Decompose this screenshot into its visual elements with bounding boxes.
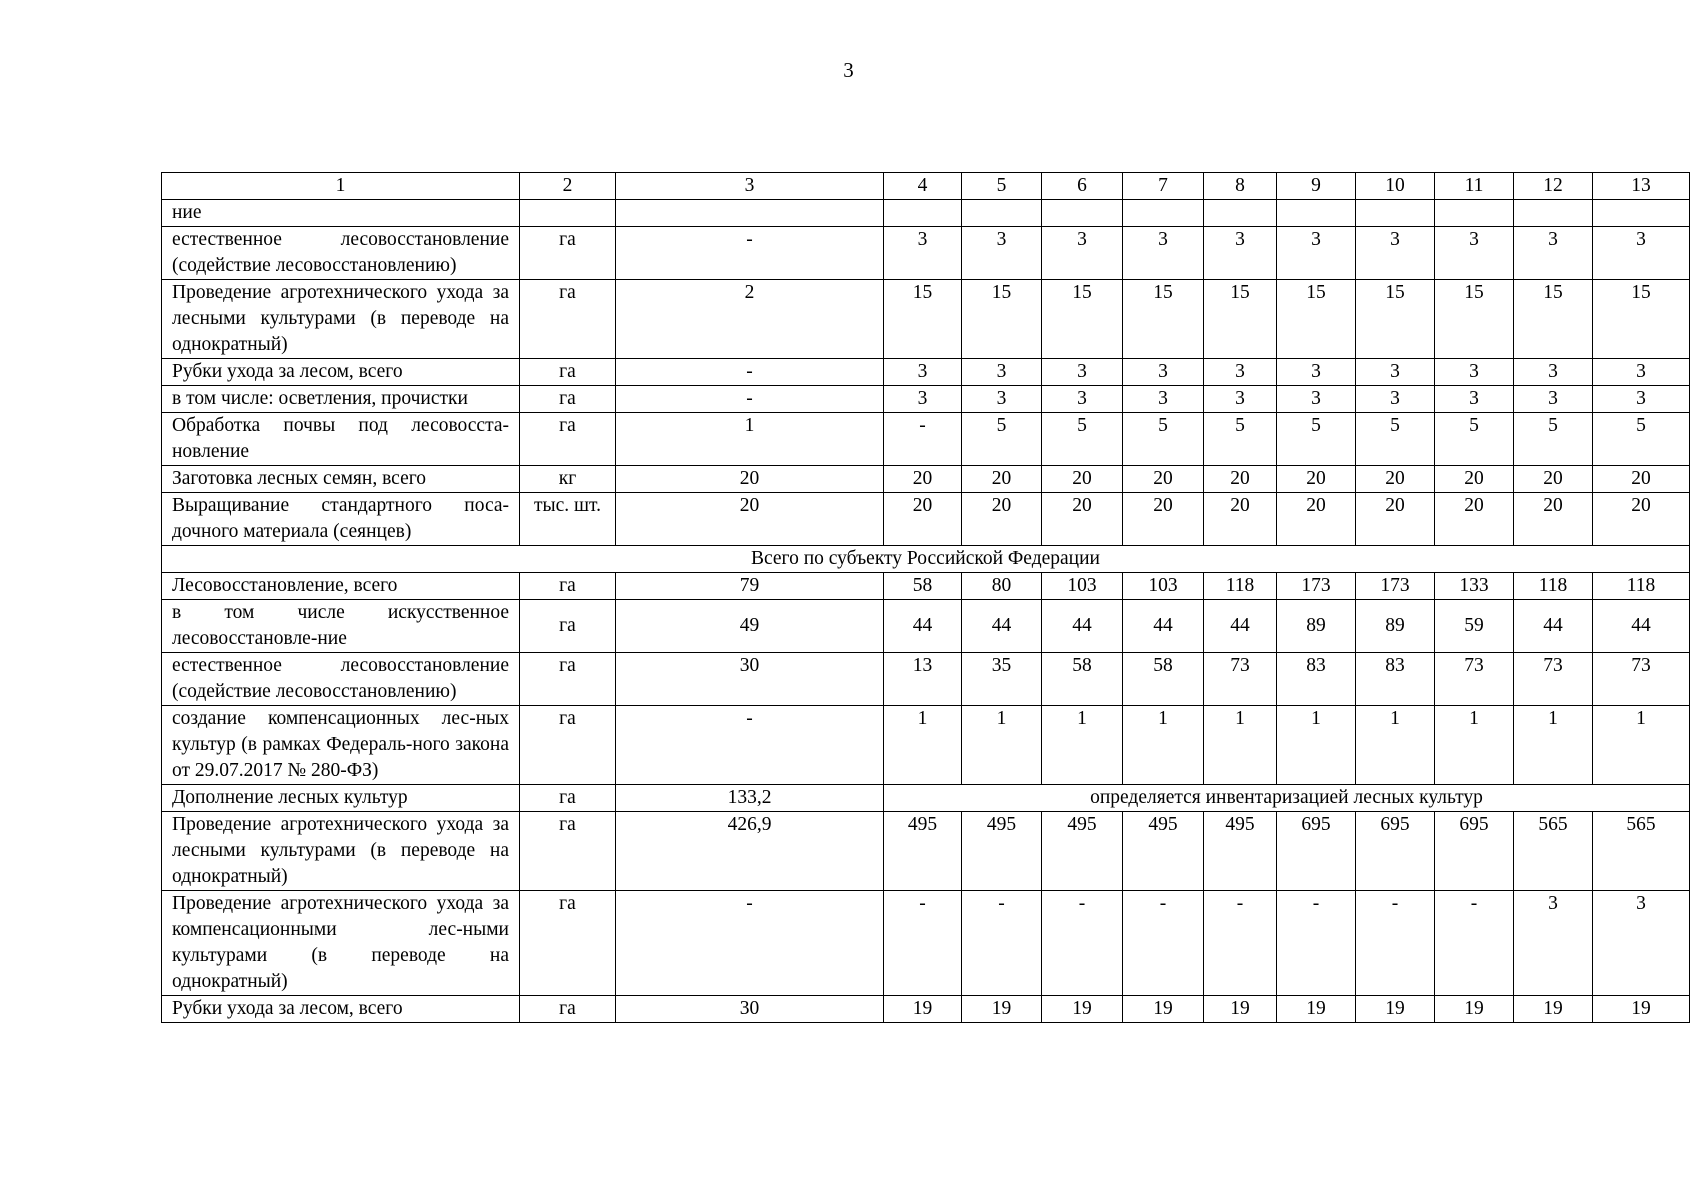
row-year-value: 3 — [884, 359, 962, 386]
row-year-value: 13 — [884, 653, 962, 706]
row-year-value: 3 — [1356, 386, 1435, 413]
row-label: Дополнение лесных культур — [162, 785, 520, 812]
row-year-value: 3 — [1593, 891, 1690, 996]
row-unit: га — [520, 413, 616, 466]
row-year-value: 3 — [1514, 891, 1593, 996]
row-year-value — [1435, 200, 1514, 227]
row-year-value: 565 — [1514, 812, 1593, 891]
header-cell: 1 — [162, 173, 520, 200]
row-year-value: 1 — [1123, 706, 1204, 785]
row-year-value: 5 — [1514, 413, 1593, 466]
row-year-value: 44 — [1514, 600, 1593, 653]
row-year-value: 20 — [1204, 493, 1277, 546]
row-base-value: - — [616, 359, 884, 386]
row-year-value: 44 — [1042, 600, 1123, 653]
row-label: Проведение агротехнического ухода за компенсационными лес-ными культурами (в переводе на однократный) — [162, 891, 520, 996]
row-year-value: 3 — [1042, 386, 1123, 413]
row-year-value: 1 — [1042, 706, 1123, 785]
row-label: Рубки ухода за лесом, всего — [162, 996, 520, 1023]
row-year-value: 19 — [1123, 996, 1204, 1023]
merged-note: определяется инвентаризацией лесных культур — [884, 785, 1690, 812]
row-year-value: - — [884, 891, 962, 996]
row-year-value: 1 — [884, 706, 962, 785]
row-year-value: 20 — [1204, 466, 1277, 493]
row-year-value: 3 — [884, 386, 962, 413]
row-year-value: 20 — [1277, 493, 1356, 546]
row-year-value: - — [1123, 891, 1204, 996]
row-year-value: 695 — [1277, 812, 1356, 891]
row-label: естественное лесовосстановление (содействие лесовосстановлению) — [162, 653, 520, 706]
row-year-value: 3 — [1123, 386, 1204, 413]
row-year-value: 15 — [1514, 280, 1593, 359]
row-unit: га — [520, 386, 616, 413]
table-row — [162, 227, 1690, 280]
row-label: Лесовосстановление, всего — [162, 573, 520, 600]
row-year-value: 15 — [1593, 280, 1690, 359]
table-row — [162, 413, 1690, 466]
row-unit: га — [520, 891, 616, 996]
header-cell: 9 — [1277, 173, 1356, 200]
row-base-value: - — [616, 706, 884, 785]
row-year-value: 44 — [884, 600, 962, 653]
row-base-value: 49 — [616, 600, 884, 653]
row-year-value: 118 — [1593, 573, 1690, 600]
row-year-value: 3 — [1593, 386, 1690, 413]
row-year-value: 15 — [1277, 280, 1356, 359]
row-unit: га — [520, 359, 616, 386]
row-year-value: 58 — [884, 573, 962, 600]
row-year-value — [884, 200, 962, 227]
row-year-value: 89 — [1356, 600, 1435, 653]
row-year-value: 20 — [884, 466, 962, 493]
row-year-value: 20 — [1514, 466, 1593, 493]
row-base-value — [616, 200, 884, 227]
row-year-value: 3 — [1435, 227, 1514, 280]
row-year-value: 1 — [1356, 706, 1435, 785]
forest-restoration-table — [161, 172, 1690, 1023]
row-label: Рубки ухода за лесом, всего — [162, 359, 520, 386]
table-row — [162, 493, 1690, 546]
row-year-value: 1 — [1204, 706, 1277, 785]
row-label: в том числе: осветления, прочистки — [162, 386, 520, 413]
row-year-value: 19 — [962, 996, 1042, 1023]
row-year-value: 20 — [1514, 493, 1593, 546]
row-year-value: 35 — [962, 653, 1042, 706]
row-year-value: 695 — [1435, 812, 1514, 891]
row-year-value: - — [884, 413, 962, 466]
row-year-value: 20 — [962, 466, 1042, 493]
table-row — [162, 466, 1690, 493]
row-year-value: 73 — [1435, 653, 1514, 706]
row-year-value: 5 — [1435, 413, 1514, 466]
row-year-value: 5 — [1277, 413, 1356, 466]
row-base-value: - — [616, 386, 884, 413]
section-row — [162, 546, 1690, 573]
row-year-value — [1356, 200, 1435, 227]
row-year-value: 3 — [1593, 227, 1690, 280]
row-year-value: 1 — [1514, 706, 1593, 785]
row-unit: га — [520, 706, 616, 785]
row-year-value — [1204, 200, 1277, 227]
header-cell: 3 — [616, 173, 884, 200]
row-year-value: 5 — [962, 413, 1042, 466]
row-year-value: 3 — [1435, 359, 1514, 386]
table-row — [162, 706, 1690, 785]
header-cell: 10 — [1356, 173, 1435, 200]
row-label: в том числе искусственное лесовосстановле-ние — [162, 600, 520, 653]
row-year-value: 15 — [1042, 280, 1123, 359]
row-year-value: 5 — [1356, 413, 1435, 466]
header-cell: 2 — [520, 173, 616, 200]
table-body — [162, 173, 1690, 1023]
row-year-value: 3 — [1277, 359, 1356, 386]
row-year-value: 15 — [1123, 280, 1204, 359]
header-cell: 4 — [884, 173, 962, 200]
row-year-value — [1514, 200, 1593, 227]
header-cell: 8 — [1204, 173, 1277, 200]
header-cell: 12 — [1514, 173, 1593, 200]
row-year-value: 1 — [1277, 706, 1356, 785]
row-year-value: 20 — [1435, 466, 1514, 493]
row-year-value: 20 — [1042, 466, 1123, 493]
table-row — [162, 600, 1690, 653]
row-year-value: 1 — [1435, 706, 1514, 785]
row-label: Обработка почвы под лесовосста-новление — [162, 413, 520, 466]
row-year-value: 20 — [1123, 466, 1204, 493]
row-base-value: - — [616, 891, 884, 996]
row-year-value: 20 — [962, 493, 1042, 546]
row-year-value: - — [1277, 891, 1356, 996]
row-year-value: 3 — [884, 227, 962, 280]
row-year-value: 3 — [1356, 227, 1435, 280]
row-year-value: 3 — [1204, 359, 1277, 386]
row-unit: га — [520, 227, 616, 280]
row-year-value: 19 — [1356, 996, 1435, 1023]
row-year-value: 59 — [1435, 600, 1514, 653]
row-base-value: 1 — [616, 413, 884, 466]
row-year-value: 58 — [1042, 653, 1123, 706]
row-label: Проведение агротехнического ухода за лесными культурами (в переводе на однократный) — [162, 812, 520, 891]
table-row — [162, 812, 1690, 891]
row-year-value: 495 — [884, 812, 962, 891]
row-year-value: 44 — [962, 600, 1042, 653]
table-row — [162, 653, 1690, 706]
row-year-value: 15 — [1435, 280, 1514, 359]
row-year-value — [1593, 200, 1690, 227]
section-title: Всего по субъекту Российской Федерации — [162, 546, 1690, 573]
row-year-value: 20 — [1435, 493, 1514, 546]
row-year-value: - — [1356, 891, 1435, 996]
row-year-value: 19 — [1042, 996, 1123, 1023]
header-cell: 7 — [1123, 173, 1204, 200]
row-base-value: 79 — [616, 573, 884, 600]
table-row — [162, 891, 1690, 996]
row-year-value: 103 — [1123, 573, 1204, 600]
row-year-value: 3 — [1514, 359, 1593, 386]
row-base-value: 20 — [616, 466, 884, 493]
row-year-value: 20 — [1356, 493, 1435, 546]
row-year-value: 58 — [1123, 653, 1204, 706]
row-unit: га — [520, 573, 616, 600]
row-year-value — [1277, 200, 1356, 227]
header-cell: 6 — [1042, 173, 1123, 200]
row-year-value: 1 — [1593, 706, 1690, 785]
row-unit: га — [520, 812, 616, 891]
row-base-value: 426,9 — [616, 812, 884, 891]
row-year-value: 565 — [1593, 812, 1690, 891]
row-year-value: 695 — [1356, 812, 1435, 891]
row-year-value: 495 — [1042, 812, 1123, 891]
row-label: создание компенсационных лес-ных культур (в рамках Федераль-ного закона от 29.07.2017 № 280-ФЗ) — [162, 706, 520, 785]
row-year-value: 15 — [962, 280, 1042, 359]
row-year-value: - — [1435, 891, 1514, 996]
row-base-value: 20 — [616, 493, 884, 546]
row-base-value: 30 — [616, 653, 884, 706]
table-row — [162, 785, 1690, 812]
row-year-value: 15 — [1204, 280, 1277, 359]
row-year-value: 495 — [962, 812, 1042, 891]
row-year-value: 5 — [1123, 413, 1204, 466]
header-row — [162, 173, 1690, 200]
row-label: естественное лесовосстановление (содействие лесовосстановлению) — [162, 227, 520, 280]
table-row — [162, 280, 1690, 359]
row-year-value: 5 — [1042, 413, 1123, 466]
row-year-value: 3 — [1593, 359, 1690, 386]
row-year-value: 19 — [1435, 996, 1514, 1023]
row-year-value: 83 — [1277, 653, 1356, 706]
row-base-value: 30 — [616, 996, 884, 1023]
row-year-value: - — [1204, 891, 1277, 996]
row-unit: га — [520, 996, 616, 1023]
row-year-value: 1 — [962, 706, 1042, 785]
row-year-value: 3 — [1277, 386, 1356, 413]
row-unit: га — [520, 600, 616, 653]
row-year-value: 83 — [1356, 653, 1435, 706]
row-year-value: 19 — [1277, 996, 1356, 1023]
row-unit: кг — [520, 466, 616, 493]
row-year-value: 103 — [1042, 573, 1123, 600]
row-year-value: 173 — [1277, 573, 1356, 600]
row-year-value: 89 — [1277, 600, 1356, 653]
header-cell: 5 — [962, 173, 1042, 200]
row-label: Проведение агротехнического ухода за лесными культурами (в переводе на однократный) — [162, 280, 520, 359]
row-unit: га — [520, 653, 616, 706]
table-row — [162, 200, 1690, 227]
row-year-value: 3 — [1356, 359, 1435, 386]
row-year-value: 3 — [1123, 359, 1204, 386]
row-year-value: 20 — [1593, 466, 1690, 493]
row-year-value: 80 — [962, 573, 1042, 600]
row-year-value: 133 — [1435, 573, 1514, 600]
row-year-value: 15 — [1356, 280, 1435, 359]
row-year-value: 3 — [962, 227, 1042, 280]
row-year-value: 3 — [1204, 227, 1277, 280]
row-year-value: 44 — [1593, 600, 1690, 653]
row-year-value: 118 — [1204, 573, 1277, 600]
row-unit: тыс. шт. — [520, 493, 616, 546]
row-base-value: - — [616, 227, 884, 280]
row-unit: га — [520, 280, 616, 359]
row-year-value: 3 — [962, 386, 1042, 413]
row-year-value: 3 — [1204, 386, 1277, 413]
row-label: Заготовка лесных семян, всего — [162, 466, 520, 493]
table-row — [162, 386, 1690, 413]
row-year-value — [962, 200, 1042, 227]
table-row — [162, 359, 1690, 386]
row-year-value: 20 — [1593, 493, 1690, 546]
row-year-value: 3 — [1435, 386, 1514, 413]
row-year-value: 19 — [1593, 996, 1690, 1023]
row-year-value: 44 — [1123, 600, 1204, 653]
row-year-value: 44 — [1204, 600, 1277, 653]
row-year-value: 73 — [1514, 653, 1593, 706]
header-cell: 11 — [1435, 173, 1514, 200]
row-year-value: 3 — [1123, 227, 1204, 280]
row-unit: га — [520, 785, 616, 812]
row-year-value: 19 — [1514, 996, 1593, 1023]
row-year-value — [1042, 200, 1123, 227]
row-base-value: 133,2 — [616, 785, 884, 812]
row-year-value: 73 — [1204, 653, 1277, 706]
row-year-value: 15 — [884, 280, 962, 359]
row-year-value: 3 — [1042, 359, 1123, 386]
row-label: ние — [162, 200, 520, 227]
row-unit — [520, 200, 616, 227]
row-year-value: 19 — [1204, 996, 1277, 1023]
row-year-value: - — [962, 891, 1042, 996]
row-year-value: 173 — [1356, 573, 1435, 600]
row-year-value: 3 — [1514, 386, 1593, 413]
page-number: 3 — [843, 58, 854, 82]
row-year-value: 118 — [1514, 573, 1593, 600]
row-year-value — [1123, 200, 1204, 227]
row-year-value: 5 — [1204, 413, 1277, 466]
row-base-value: 2 — [616, 280, 884, 359]
row-year-value: 3 — [1514, 227, 1593, 280]
row-year-value: 495 — [1204, 812, 1277, 891]
row-year-value: 3 — [962, 359, 1042, 386]
row-year-value: 495 — [1123, 812, 1204, 891]
row-year-value: 19 — [884, 996, 962, 1023]
row-year-value: 20 — [884, 493, 962, 546]
row-label: Выращивание стандартного поса-дочного материала (сеянцев) — [162, 493, 520, 546]
row-year-value: 3 — [1277, 227, 1356, 280]
row-year-value: - — [1042, 891, 1123, 996]
row-year-value: 73 — [1593, 653, 1690, 706]
row-year-value: 5 — [1593, 413, 1690, 466]
row-year-value: 20 — [1277, 466, 1356, 493]
header-cell: 13 — [1593, 173, 1690, 200]
row-year-value: 20 — [1356, 466, 1435, 493]
row-year-value: 20 — [1123, 493, 1204, 546]
table-row — [162, 573, 1690, 600]
row-year-value: 3 — [1042, 227, 1123, 280]
table-row — [162, 996, 1690, 1023]
row-year-value: 20 — [1042, 493, 1123, 546]
